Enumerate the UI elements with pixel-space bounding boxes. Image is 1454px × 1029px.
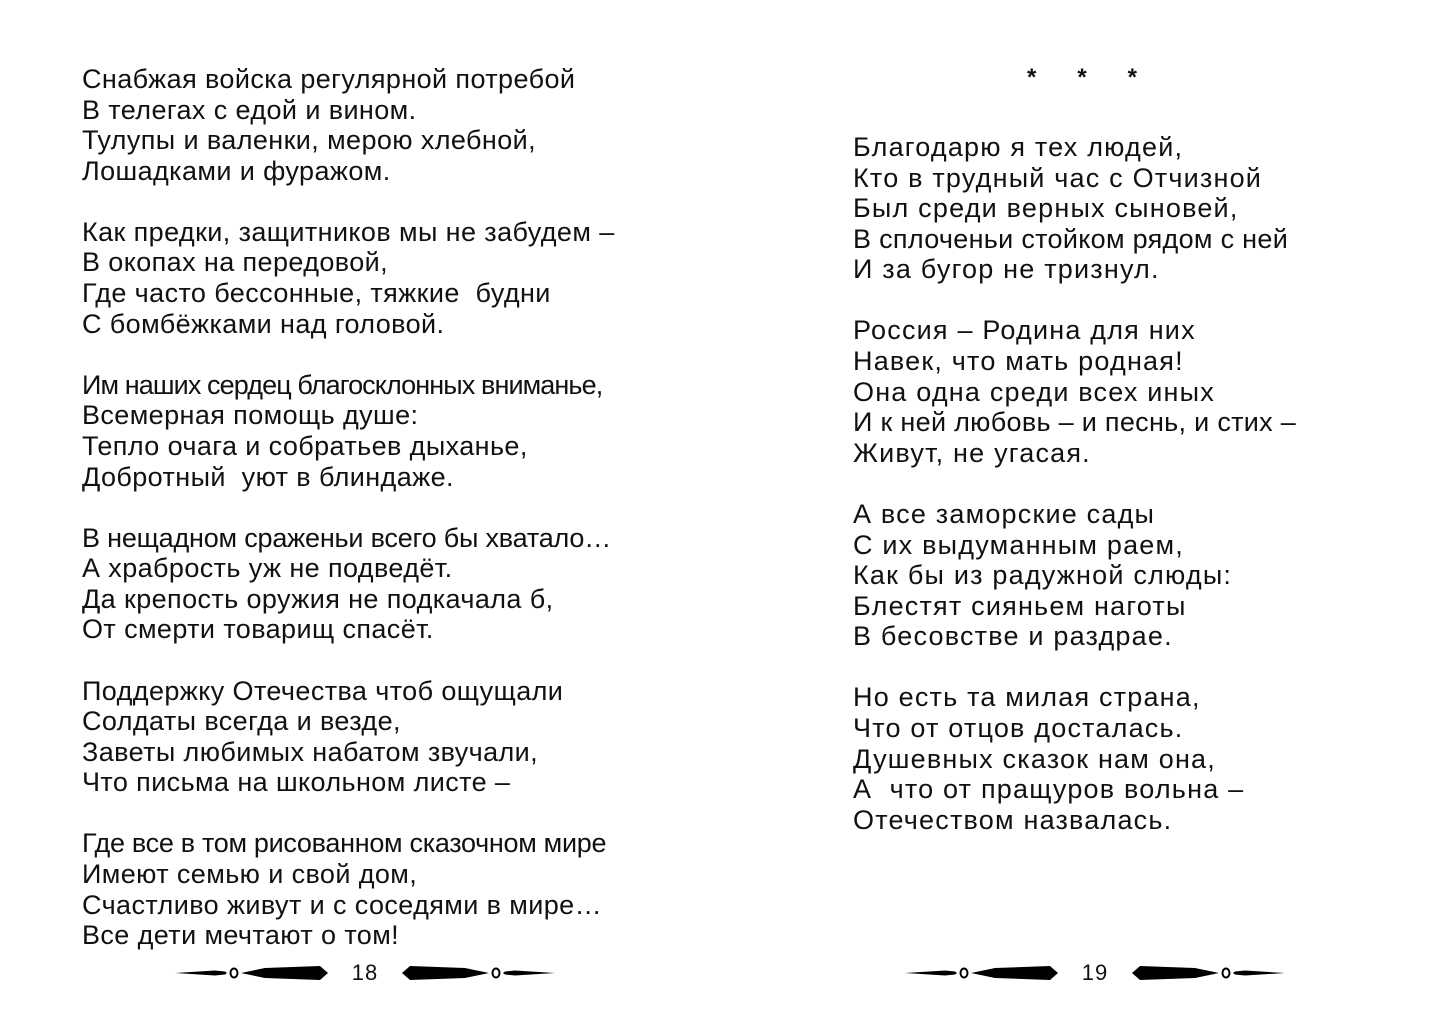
poem-line: Все дети мечтают о том! xyxy=(82,920,400,951)
poem-line: Как предки, защитников мы не забудем – xyxy=(82,216,615,247)
poem-line: Тулупы и валенки, мерою хлебной, xyxy=(82,125,536,156)
poem-line: В телегах с едой и вином. xyxy=(82,94,417,125)
poem-line: Где все в том рисованном сказочном мире xyxy=(82,828,607,859)
poem-line: Как бы из радужной слюды: xyxy=(853,560,1233,591)
poem-line: Солдаты всегда и везде, xyxy=(82,706,401,737)
poem-line: А что от пращуров вольна – xyxy=(853,774,1245,805)
flourish-right-icon xyxy=(1130,963,1285,983)
poem-line: Снабжая войска регулярной потребой xyxy=(82,64,576,94)
asterism-divider xyxy=(1027,64,1137,92)
stanza xyxy=(82,217,615,339)
poem-line: В нещадном сраженьи всего бы хватало… xyxy=(82,522,612,553)
stanza xyxy=(853,499,1296,652)
poem-line: А храбрость уж не подведёт. xyxy=(82,553,453,584)
poem-line: Добротный уют в блиндаже. xyxy=(82,461,454,492)
poem-line: В окопах на передовой, xyxy=(82,247,389,278)
poem-line: Кто в трудный час с Отчизной xyxy=(853,162,1263,193)
stanza xyxy=(853,315,1296,468)
poem-line: Да крепость оружия не подкачала б, xyxy=(82,583,554,614)
flourish-left-icon xyxy=(175,963,330,983)
asterisk: * xyxy=(1127,64,1137,91)
poem-line: Навек, что мать родная! xyxy=(853,346,1184,377)
poem-line: Отечеством назвалась. xyxy=(853,804,1173,835)
right-page xyxy=(727,0,1454,1029)
flourish-left-icon xyxy=(905,963,1060,983)
asterisk: * xyxy=(1077,64,1087,91)
stanza xyxy=(82,676,615,798)
page-number: 19 xyxy=(1081,960,1109,985)
poem-line: Им наших сердец благосклонных вниманье, xyxy=(82,369,603,400)
stanza xyxy=(853,132,1296,285)
right-poem xyxy=(853,132,1296,866)
poem-line: Что от отцов досталась. xyxy=(853,713,1184,743)
poem-line: С бомбёжками над головой. xyxy=(82,308,445,339)
poem-line: Россия – Родина для них xyxy=(853,315,1196,346)
stanza xyxy=(82,370,615,492)
poem-line: Тепло очага и собратьев дыханье, xyxy=(82,430,528,461)
poem-line: А все заморские сады xyxy=(853,498,1156,529)
left-poem xyxy=(82,64,615,981)
poem-line: Блестят сияньем наготы xyxy=(853,590,1187,621)
stanza xyxy=(853,682,1296,835)
poem-line: Живут, не угасая. xyxy=(853,437,1091,468)
page-number: 18 xyxy=(351,960,379,985)
poem-line: В бесовстве и раздрае. xyxy=(853,621,1173,652)
poem-line: С их выдуманным раем, xyxy=(853,529,1184,560)
stanza xyxy=(82,828,615,950)
poem-line: Счастливо живут и с соседями в мире… xyxy=(82,889,602,920)
poem-line: Где часто бессонные, тяжкие будни xyxy=(82,278,551,309)
poem-line: Она одна среди всех иных xyxy=(853,376,1215,407)
stanza xyxy=(82,64,615,186)
asterisk: * xyxy=(1027,64,1037,91)
poem-line: Лошадками и фуражом. xyxy=(82,155,391,186)
poem-line: Был среди верных сыновей, xyxy=(853,193,1239,224)
poem-line: В сплоченьи стойком рядом с ней xyxy=(853,223,1289,254)
poem-line: Благодарю я тех людей, xyxy=(853,132,1184,162)
poem-line: Поддержку Отечества чтоб ощущали xyxy=(82,675,564,706)
poem-line: И за бугор не тризнул. xyxy=(853,254,1160,285)
poem-line: От смерти товарищ спасёт. xyxy=(82,614,434,645)
stanza xyxy=(82,523,615,645)
poem-line: Душевных сказок нам она, xyxy=(853,743,1216,774)
page-footer xyxy=(905,960,1285,986)
poem-line: Всемерная помощь душе: xyxy=(82,400,419,431)
poem-line: Имеют семью и свой дом, xyxy=(82,858,418,889)
poem-line: Что письма на школьном листе – xyxy=(82,767,511,798)
poem-line: И к ней любовь – и песнь, и стих – xyxy=(853,407,1297,438)
poem-line: Заветы любимых набатом звучали, xyxy=(82,736,539,767)
page-footer xyxy=(175,960,555,986)
poem-line: Но есть та милая страна, xyxy=(853,682,1201,713)
flourish-right-icon xyxy=(400,963,555,983)
